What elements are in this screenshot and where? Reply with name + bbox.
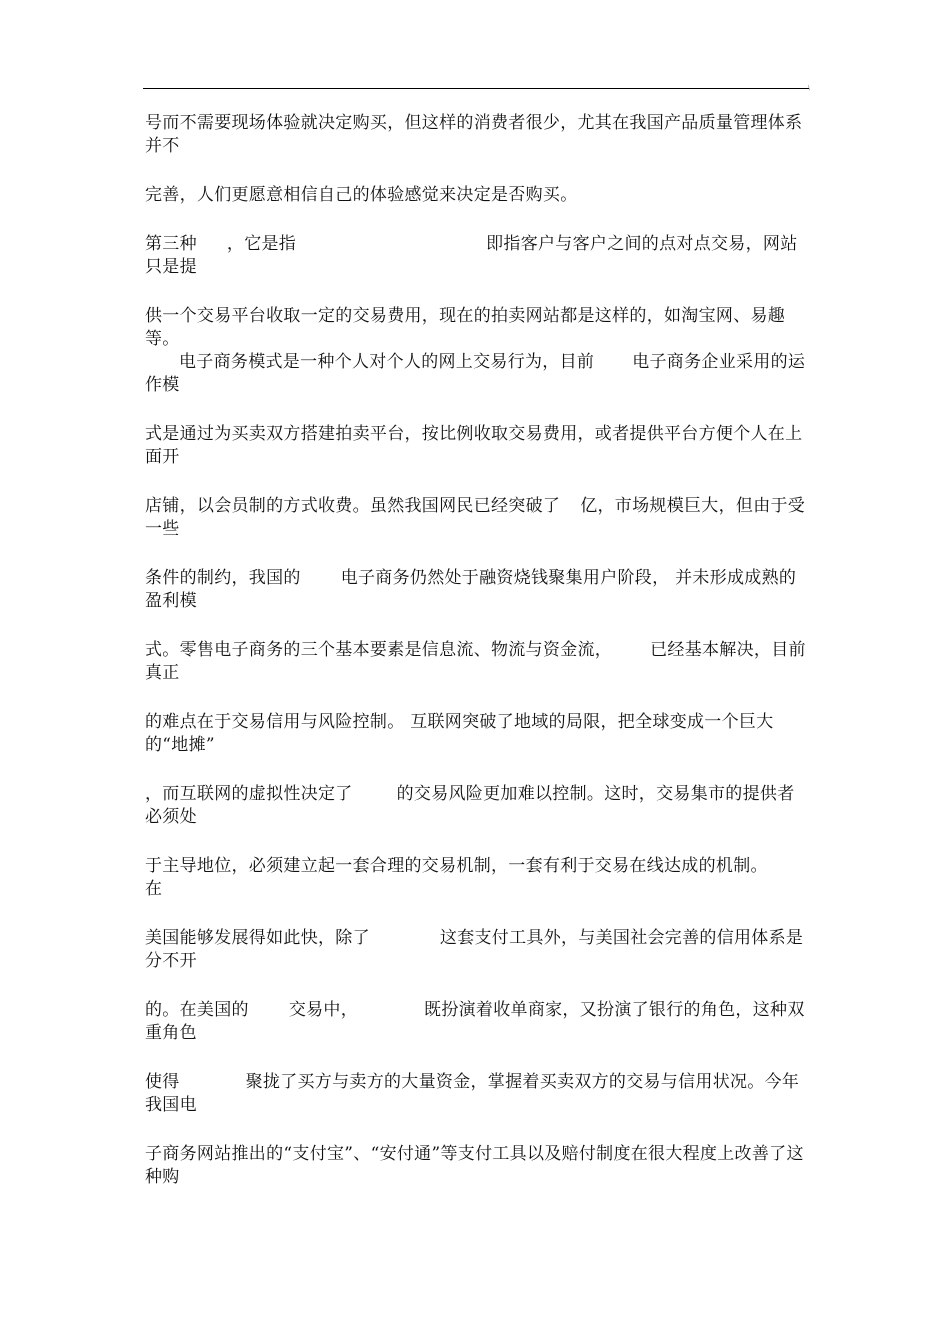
- paragraph-13: [145, 927, 809, 973]
- paragraph-8: [145, 567, 809, 613]
- paragraph-5: [145, 351, 809, 397]
- paragraph-12-part-b: 在: [145, 879, 163, 899]
- paragraph-14: [145, 999, 809, 1045]
- document-body: [145, 112, 809, 1189]
- paragraph-8-part-a: 条件的制约，我国的: [145, 568, 301, 588]
- paragraph-10: 的难点在于交易信用与风险控制。 互联网突破了地域的局限，把全球变成一个巨大的“地摊”: [145, 712, 774, 755]
- paragraph-9-part-b: 已经基本解决，目前真正: [145, 640, 806, 683]
- paragraph-2: 完善，人们更愿意相信自己的体验感觉来决定是否购买。: [145, 185, 578, 205]
- paragraph-5-part-a: 电子商务模式是一种个人对个人的网上交易行为，目前: [179, 352, 595, 372]
- header-rule: [143, 88, 809, 89]
- paragraph-11-part-a: ，而互联网的虚拟性决定了: [145, 784, 353, 804]
- paragraph-16: 子商务网站推出的“支付宝”、“安付通”等支付工具以及赔付制度在很大程度上改善了这种购: [145, 1144, 804, 1187]
- paragraph-12-part-a: 于主导地位，必须建立起一套合理的交易机制，一套有利于交易在线达成的机制。: [145, 856, 768, 876]
- paragraph-14-part-c: 既扮演着收单商家，又扮演了银行的角色，这种双重角色: [145, 1000, 805, 1043]
- paragraph-3-part-a: 第三种: [145, 234, 197, 254]
- paragraph-3: [145, 233, 809, 279]
- paragraph-7: [145, 495, 809, 541]
- paragraph-12: [145, 855, 809, 901]
- paragraph-9-part-a: 式。零售电子商务的三个基本要素是信息流、物流与资金流，: [145, 640, 613, 660]
- paragraph-4: 供一个交易平台收取一定的交易费用，现在的拍卖网站都是这样的，如淘宝网、易趣等。: [145, 306, 786, 349]
- paragraph-6: 式是通过为买卖双方搭建拍卖平台，按比例收取交易费用，或者提供平台方便个人在上面开: [145, 424, 803, 467]
- paragraph-7-part-a: 店铺，以会员制的方式收费。虽然我国网民已经突破了: [145, 496, 561, 516]
- paragraph-3-part-c: 即指客户与客户之间的点对点交易，网站只是提: [145, 234, 798, 277]
- paragraph-5-part-b: 电子商务企业采用的运作模: [145, 352, 806, 395]
- header-corner-mark: \: [808, 85, 811, 92]
- paragraph-1: 号而不需要现场体验就决定购买，但这样的消费者很少，尤其在我国产品质量管理体系并不: [145, 113, 803, 156]
- paragraph-15: [145, 1071, 809, 1117]
- paragraph-13-part-b: 这套支付工具外，与美国社会完善的信用体系是分不开: [145, 928, 804, 971]
- paragraph-3-part-b: ，它是指: [226, 234, 297, 254]
- paragraph-11: [145, 783, 809, 829]
- paragraph-15-part-a: 使得: [145, 1072, 180, 1092]
- paragraph-9: [145, 639, 809, 685]
- paragraph-14-part-a: 的。在美国的: [145, 1000, 249, 1020]
- paragraph-14-part-b: 交易中，: [288, 1000, 359, 1020]
- paragraph-13-part-a: 美国能够发展得如此快，除了: [145, 928, 370, 948]
- paragraph-11-part-b: 的交易风险更加难以控制。这时，交易集市的提供者必须处: [145, 784, 795, 827]
- paragraph-8-part-b: 电子商务仍然处于融资烧钱聚集用户阶段， 并未形成成熟的盈利模: [145, 568, 797, 611]
- paragraph-15-part-b: 聚拢了买方与卖方的大量资金，掌握着买卖双方的交易与信用状况。今年我国电: [145, 1072, 800, 1115]
- paragraph-7-part-b: 亿，市场规模巨大，但由于受一些: [145, 496, 806, 539]
